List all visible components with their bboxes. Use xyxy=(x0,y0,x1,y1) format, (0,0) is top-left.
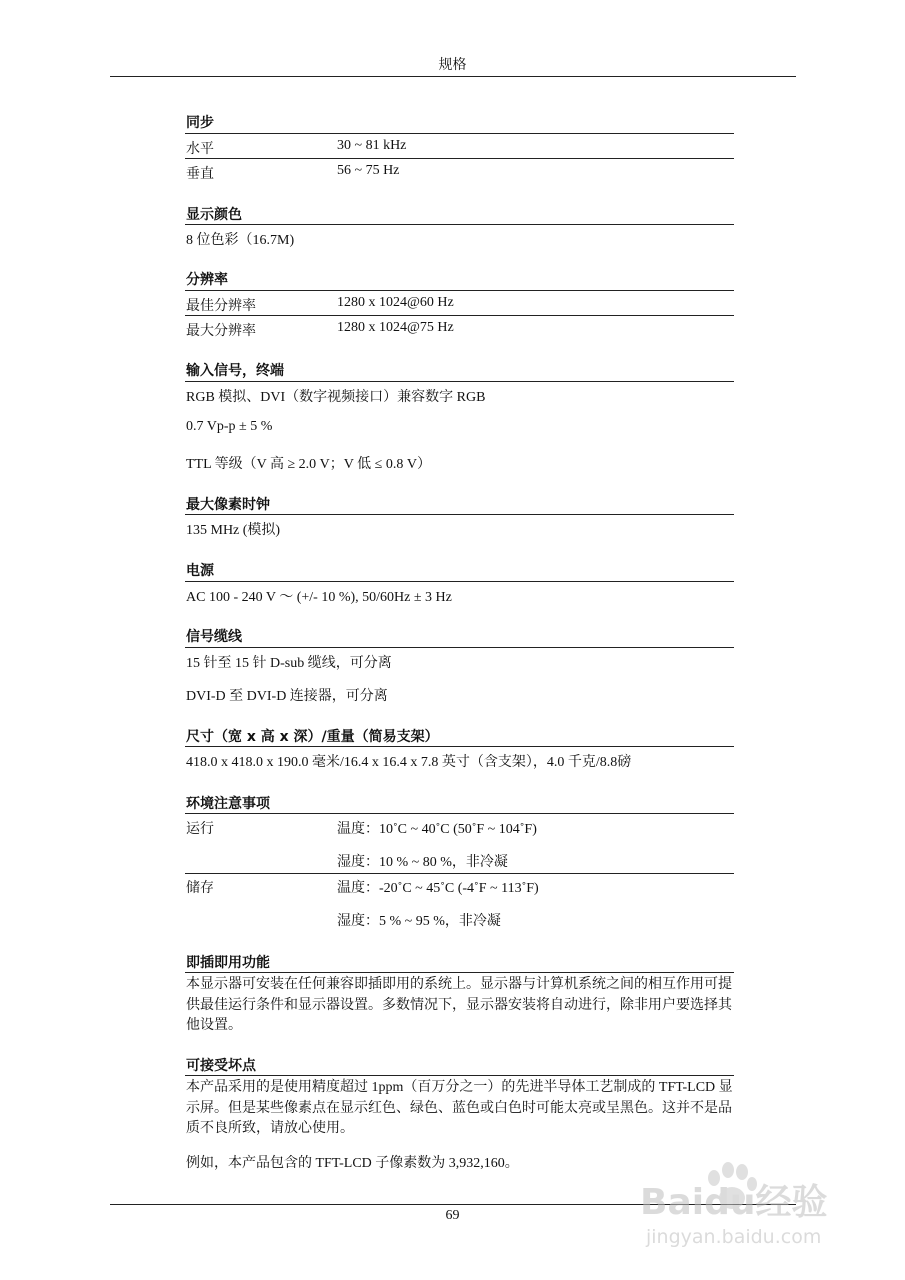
section-rule xyxy=(185,746,734,747)
row-rule xyxy=(185,315,734,316)
section-title-input: 输入信号，终端 xyxy=(186,363,284,379)
spec-label: 最佳分辨率 xyxy=(186,299,256,314)
spec-text: 418.0 x 418.0 x 190.0 毫米/16.4 x 16.4 x 7.8 英寸（含支架），4.0 千克/8.8磅 xyxy=(186,755,632,770)
section-rule xyxy=(185,647,734,648)
section-rule xyxy=(185,813,734,814)
spec-label: 垂直 xyxy=(186,167,214,182)
spec-text: TTL 等级（V 高 ≥ 2.0 V；V 低 ≤ 0.8 V） xyxy=(186,457,431,472)
section-title-pixel-clock: 最大像素时钟 xyxy=(186,497,270,513)
spec-text: 8 位色彩（16.7M) xyxy=(186,233,295,248)
row-rule xyxy=(185,158,734,159)
spec-label: 储存 xyxy=(186,881,214,896)
section-rule xyxy=(185,224,734,225)
section-rule xyxy=(185,381,734,382)
section-rule xyxy=(185,1075,734,1076)
spec-text: DVI-D 至 DVI-D 连接器，可分离 xyxy=(186,689,388,704)
spec-value: 1280 x 1024@75 Hz xyxy=(337,320,454,335)
spec-text: RGB 模拟、DVI（数字视频接口）兼容数字 RGB xyxy=(186,390,486,405)
baidu-watermark xyxy=(640,1160,880,1270)
spec-text: 15 针至 15 针 D-sub 缆线，可分离 xyxy=(186,656,392,671)
spec-text: 135 MHz (模拟) xyxy=(186,523,281,538)
spec-paragraph: 本产品采用的是使用精度超过 1ppm（百万分之一）的先进半导体工艺制成的 TFT-LCD 显示屏。但是某些像素点在显示红色、绿色、蓝色或白色时可能太亮或呈黑色。这并不是品质不良所致，请放心使用。 xyxy=(186,1080,733,1136)
section-title-sync: 同步 xyxy=(186,115,214,131)
spec-paragraph: 本显示器可安装在任何兼容即插即用的系统上。显示器与计算机系统之间的相互作用可提供最佳运行条件和显示器设置。多数情况下，显示器安装将自动进行，除非用户要选择其他设置。 xyxy=(186,977,732,1033)
section-title-environment: 环境注意事项 xyxy=(186,796,270,812)
spec-value: 56 ~ 75 Hz xyxy=(337,163,400,178)
section-title-power: 电源 xyxy=(186,563,214,579)
section-title-plug-play: 即插即用功能 xyxy=(186,955,270,971)
spec-label: 运行 xyxy=(186,822,214,837)
page-number: 69 xyxy=(445,1208,460,1223)
section-title-dimensions: 尺寸（宽 x 高 x 深）/重量（简易支架） xyxy=(186,729,439,745)
section-title-color: 显示颜色 xyxy=(186,207,242,223)
spec-text: 例如，本产品包含的 TFT-LCD 子像素数为 3,932,160。 xyxy=(186,1156,519,1171)
watermark-brand: Baidu经验 xyxy=(640,1182,828,1223)
spec-value: 30 ~ 81 kHz xyxy=(337,138,407,153)
spec-label: 水平 xyxy=(186,142,214,157)
row-rule xyxy=(185,873,734,874)
spec-value: 湿度：5 % ~ 95 %，非冷凝 xyxy=(337,914,501,929)
section-rule xyxy=(185,581,734,582)
section-rule xyxy=(185,972,734,973)
section-rule xyxy=(185,514,734,515)
section-title-dead-pixel: 可接受坏点 xyxy=(186,1058,256,1074)
page-header-title: 规格 xyxy=(438,58,467,73)
watermark-url: jingyan.baidu.com xyxy=(646,1226,822,1248)
spec-value: 1280 x 1024@60 Hz xyxy=(337,295,454,310)
section-title-cable: 信号缆线 xyxy=(186,629,242,645)
spec-text: 0.7 Vp-p ± 5 % xyxy=(186,419,273,434)
spec-value: 温度：-20˚C ~ 45˚C (-4˚F ~ 113˚F) xyxy=(337,881,539,896)
header-divider xyxy=(110,76,796,77)
section-title-resolution: 分辨率 xyxy=(186,272,228,288)
section-rule xyxy=(185,290,734,291)
spec-value: 湿度：10 % ~ 80 %，非冷凝 xyxy=(337,855,508,870)
spec-value: 温度：10˚C ~ 40˚C (50˚F ~ 104˚F) xyxy=(337,822,537,837)
section-rule xyxy=(185,133,734,134)
spec-text: AC 100 - 240 V ～ (+/- 10 %), 50/60Hz ± 3 Hz xyxy=(186,590,452,605)
spec-label: 最大分辨率 xyxy=(186,324,256,339)
